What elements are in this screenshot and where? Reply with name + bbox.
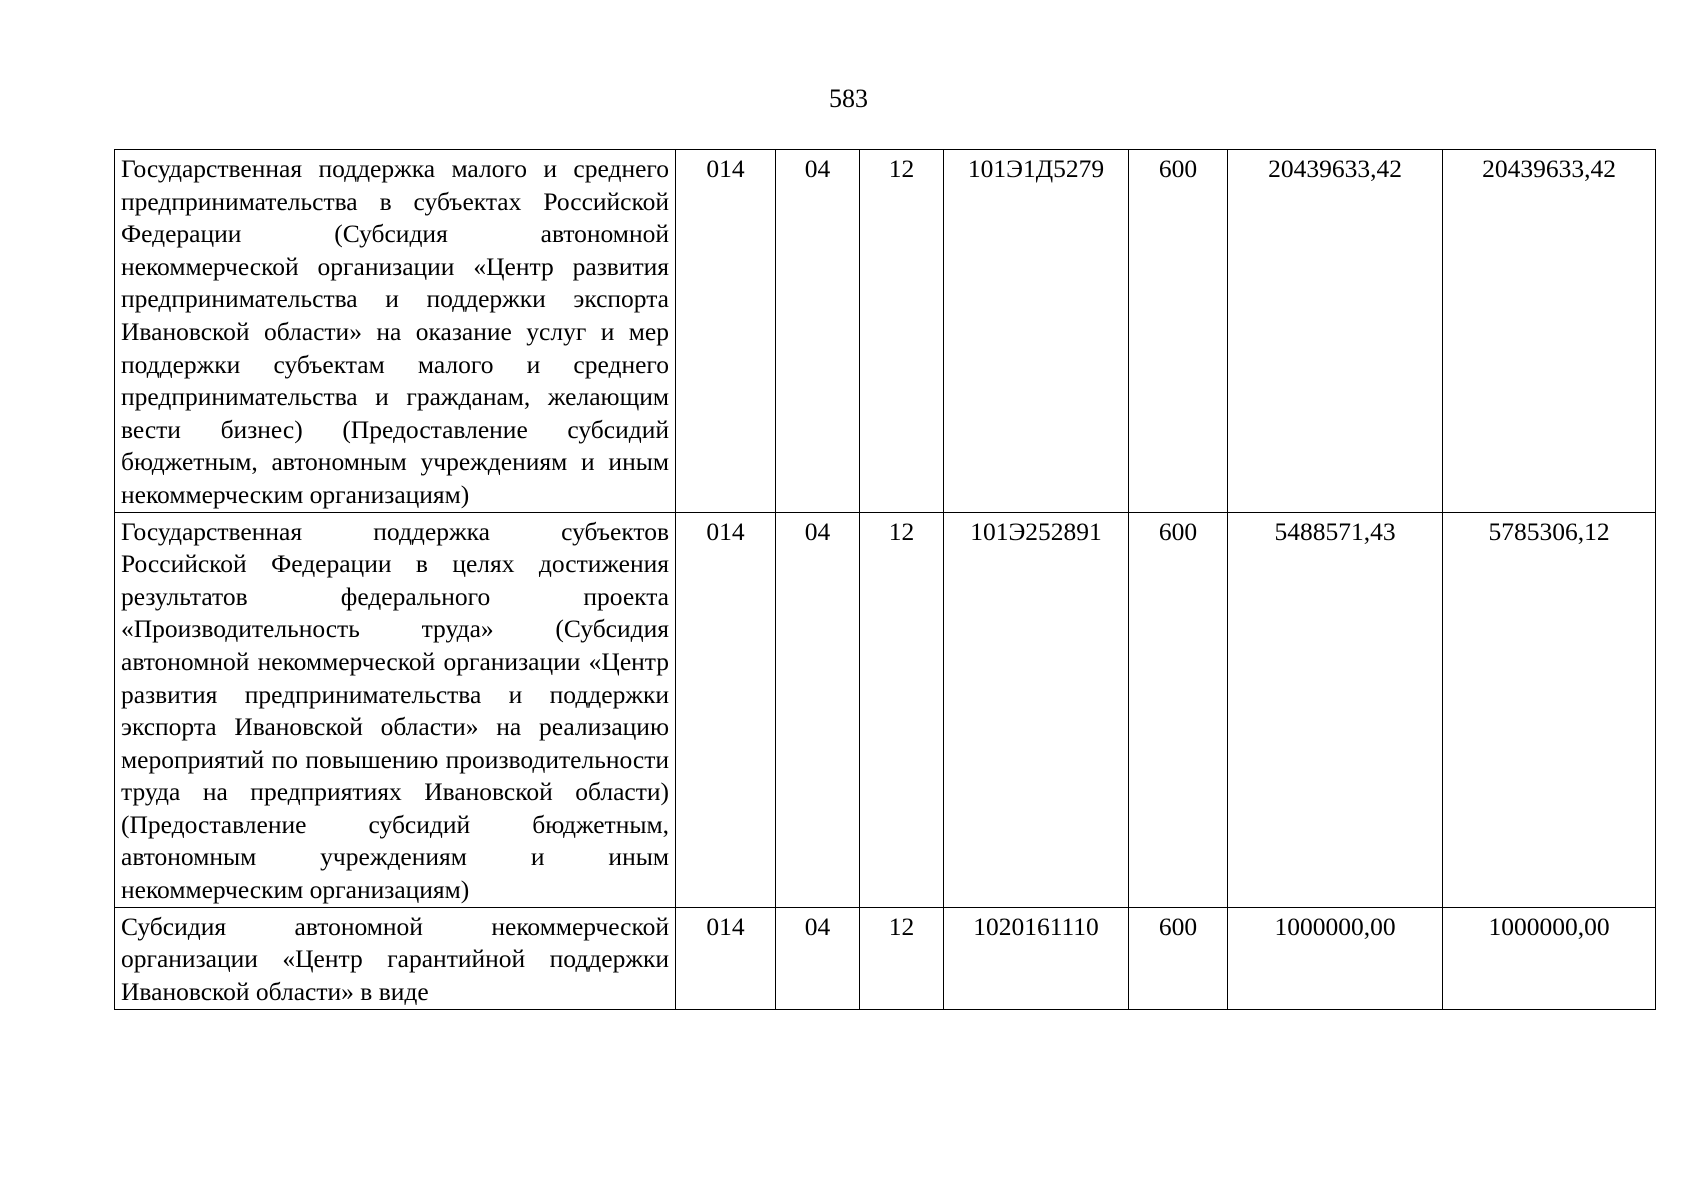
ministry-code: 014 [676,907,776,1009]
table-row [115,150,1656,513]
amount-second-year: 20439633,42 [1443,150,1656,513]
amount-second-year: 1000000,00 [1443,907,1656,1009]
row-description: Субсидия автономной некоммерческой организации «Центр гарантийной поддержки Ивановской области» в виде [115,907,676,1009]
subsection-code: 12 [860,512,944,907]
table-row [115,907,1656,1009]
amount-second-year: 5785306,12 [1443,512,1656,907]
expense-type-code: 600 [1129,150,1228,513]
section-code: 04 [776,150,860,513]
target-article-code: 101Э252891 [944,512,1129,907]
expense-type-code: 600 [1129,512,1228,907]
budget-table [114,149,1656,1010]
target-article-code: 101Э1Д5279 [944,150,1129,513]
row-description: Государственная поддержка малого и среднего предпринимательства в субъектах Российской Федерации (Субсидия автономной некоммерческой организации «Центр развития предпринимательства и поддержки экспорта Ивановской области» на оказание услуг и мер поддержки субъектам малого и среднего предпринимательства и гражданам, желающим вести бизнес) (Предоставление субсидий бюджетным, автономным учреждениям и иным некоммерческим организациям) [115,150,676,513]
subsection-code: 12 [860,150,944,513]
ministry-code: 014 [676,150,776,513]
target-article-code: 1020161110 [944,907,1129,1009]
amount-first-year: 5488571,43 [1228,512,1443,907]
page-number: 583 [829,84,868,113]
ministry-code: 014 [676,512,776,907]
row-description: Государственная поддержка субъектов Российской Федерации в целях достижения результатов федерального проекта «Производительность труда» (Субсидия автономной некоммерческой организации «Центр развития предпринимательства и поддержки экспорта Ивановской области» на реализацию мероприятий по повышению производительности труда на предприятиях Ивановской области) (Предоставление субсидий бюджетным, автономным учреждениям и иным некоммерческим организациям) [115,512,676,907]
table-row [115,512,1656,907]
amount-first-year: 1000000,00 [1228,907,1443,1009]
section-code: 04 [776,907,860,1009]
expense-type-code: 600 [1129,907,1228,1009]
section-code: 04 [776,512,860,907]
amount-first-year: 20439633,42 [1228,150,1443,513]
subsection-code: 12 [860,907,944,1009]
